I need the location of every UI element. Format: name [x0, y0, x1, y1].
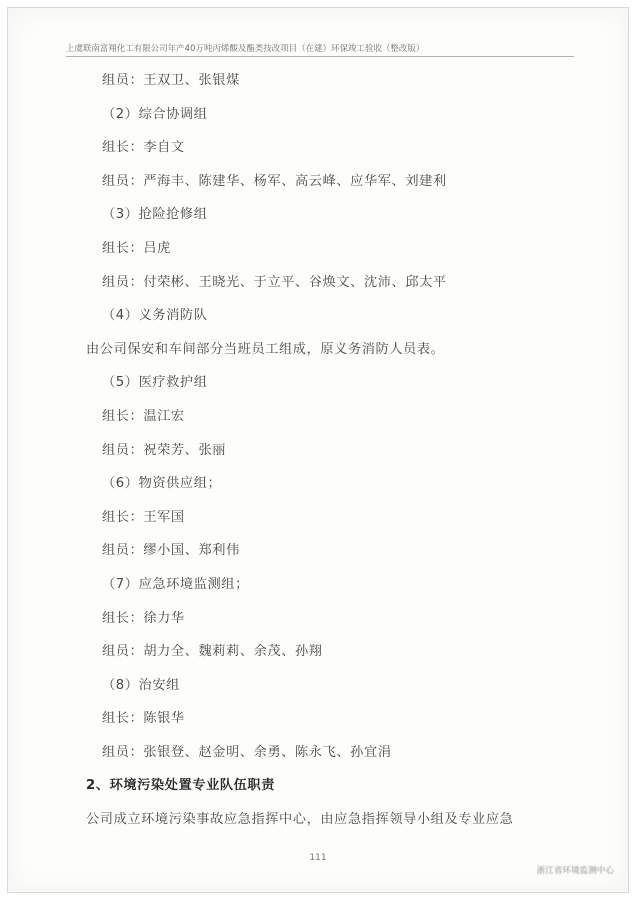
document-body [86, 70, 566, 843]
section-heading: 2、环境污染处置专业队伍职责 [86, 778, 276, 794]
body-line: （7）应急环境监测组； [102, 576, 249, 592]
body-line: 组长：李自文 [102, 140, 185, 156]
body-line: 组长：陈银华 [102, 711, 185, 727]
body-line: 组员：祝荣芳、张丽 [102, 442, 227, 458]
body-line: 组员：付荣彬、王晓光、于立平、谷焕文、沈沛、邱太平 [102, 274, 447, 290]
body-line: 组长：温江宏 [102, 408, 185, 424]
body-line: 公司成立环境污染事故应急指挥中心，由应急指挥领导小组及专业应急 [86, 812, 514, 828]
body-line: 组员：缪小国、郑利伟 [102, 543, 240, 559]
footer-organization: 浙江省环境监测中心 [536, 866, 614, 876]
body-line: （8）治安组 [102, 677, 180, 693]
body-line: 组员：张银登、赵金明、余勇、陈永飞、孙宜涓 [102, 744, 392, 760]
body-line: 组员：胡力全、魏莉莉、余茂、孙翔 [102, 644, 323, 660]
body-line: 组员：严海丰、陈建华、杨军、高云峰、应华军、刘建利 [102, 173, 447, 189]
body-line: 组长：王军国 [102, 509, 185, 525]
page-sheet [8, 8, 628, 892]
body-line: 组长：吕虎 [102, 240, 171, 256]
page-number: 111 [309, 853, 327, 863]
header-divider [66, 56, 574, 57]
body-line: 组员：王双卫、张银煤 [102, 73, 240, 88]
body-line: （3）抢险抢修组 [102, 207, 208, 223]
body-line: 组长：徐力华 [102, 610, 185, 626]
body-line: （5）医疗救护组 [102, 375, 208, 391]
body-line: （6）物资供应组； [102, 476, 222, 492]
body-line: 由公司保安和车间部分当班员工组成，原义务消防人员表。 [86, 341, 445, 357]
body-line: （4）义务消防队 [102, 308, 208, 324]
body-line: （2）综合协调组 [102, 106, 208, 122]
page-header: 上虞联南富翔化工有限公司年产40万吨丙烯酸及酯类技改项目（在建）环保竣工验收（整改版） [66, 43, 425, 53]
